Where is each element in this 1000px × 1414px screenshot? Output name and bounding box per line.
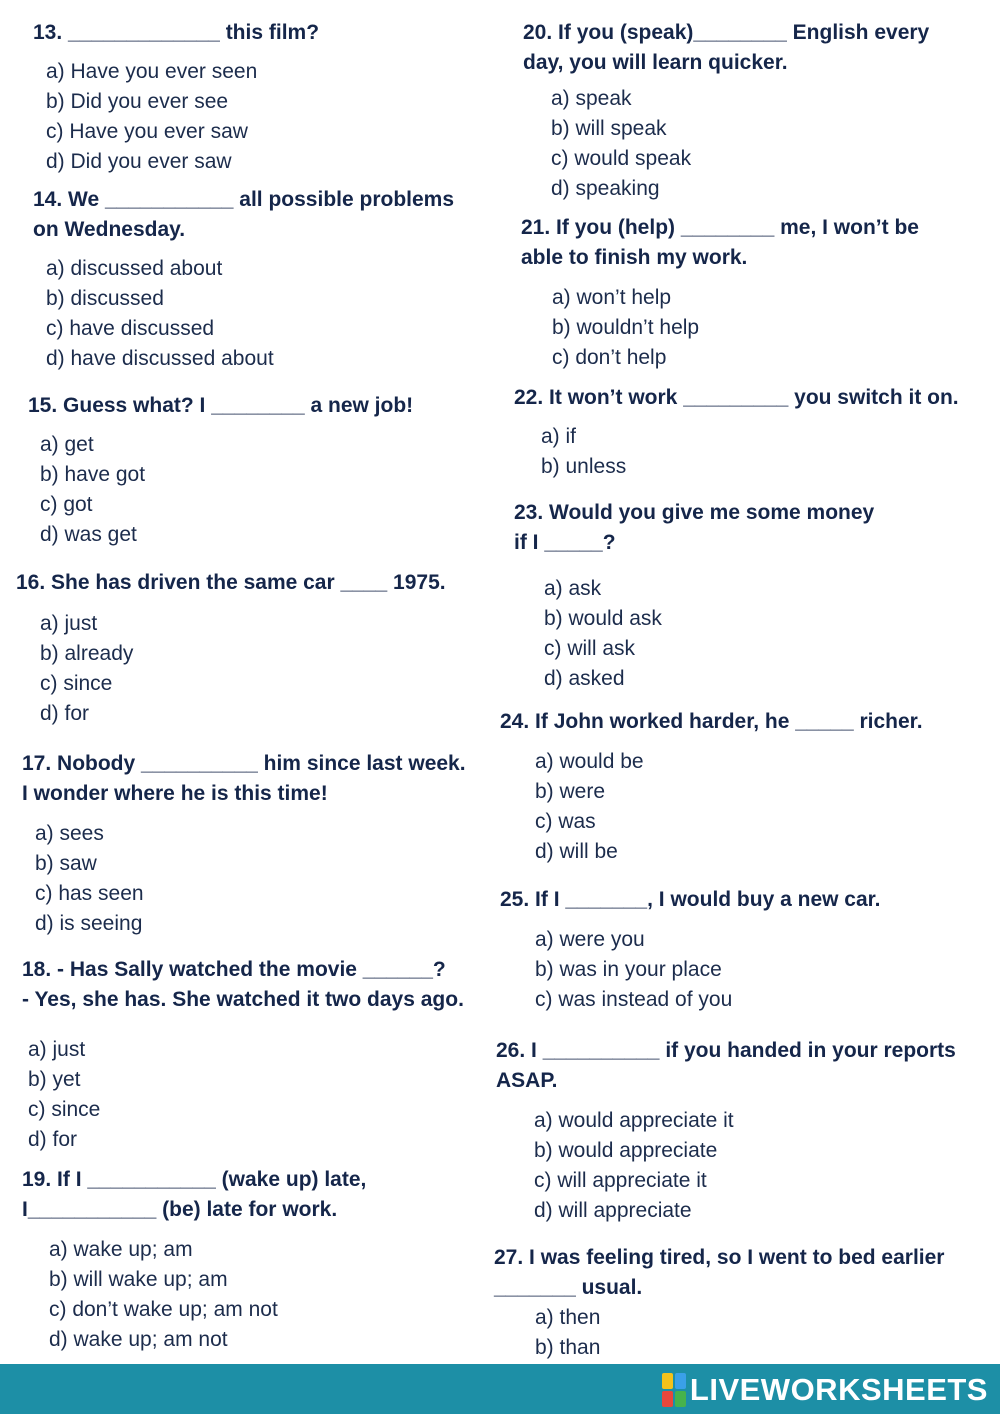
option-a[interactable]: a) speak: [551, 87, 632, 110]
option-b[interactable]: b) will wake up; am: [49, 1268, 228, 1291]
question-text: 27. I was feeling tired, so I went to bed earlier _______ usual.: [494, 1246, 945, 1299]
option-c[interactable]: c) don’t help: [552, 346, 667, 369]
option-b[interactable]: b) were: [535, 780, 606, 803]
option-c[interactable]: c) since: [40, 672, 113, 695]
question-text: 22. It won’t work _________ you switch it on.: [514, 386, 959, 409]
option-a[interactable]: a) wake up; am: [49, 1238, 193, 1261]
question-text: 21. If you (help) ________ me, I won’t be able to finish my work.: [521, 216, 919, 269]
option-a[interactable]: a) just: [40, 612, 98, 635]
option-c[interactable]: c) was instead of you: [535, 988, 733, 1011]
logo-cell-v: [662, 1391, 673, 1407]
option-a[interactable]: a) ask: [544, 577, 602, 600]
option-b[interactable]: b) unless: [541, 455, 627, 478]
question-text: 23. Would you give me some money if I _____?: [514, 501, 875, 554]
option-d[interactable]: d) is seeing: [35, 912, 143, 935]
option-b[interactable]: b) discussed: [46, 287, 164, 310]
option-b[interactable]: b) yet: [28, 1068, 81, 1091]
option-d[interactable]: d) was get: [40, 523, 137, 546]
question-text: 20. If you (speak)________ English every day, you will learn quicker.: [523, 21, 930, 74]
question-text: 15. Guess what? I ________ a new job!: [28, 394, 414, 417]
option-b[interactable]: b) would appreciate: [534, 1139, 718, 1162]
option-c[interactable]: c) would speak: [551, 147, 692, 170]
option-d[interactable]: d) Did you ever saw: [46, 150, 232, 173]
option-d[interactable]: d) for: [28, 1128, 78, 1151]
option-a[interactable]: a) then: [535, 1306, 601, 1329]
option-c[interactable]: c) has seen: [35, 882, 144, 905]
question-text: 24. If John worked harder, he _____ richer.: [500, 710, 923, 733]
option-a[interactable]: a) would be: [535, 750, 644, 773]
question-text: 16. She has driven the same car ____ 1975.: [16, 571, 446, 594]
option-c[interactable]: c) Have you ever saw: [46, 120, 248, 143]
option-b[interactable]: b) have got: [40, 463, 146, 486]
option-c[interactable]: c) since: [28, 1098, 101, 1121]
option-b[interactable]: b) than: [535, 1336, 601, 1359]
question-text: 19. If I ___________ (wake up) late, I___________ (be) late for work.: [22, 1168, 367, 1221]
option-b[interactable]: b) will speak: [551, 117, 667, 140]
option-a[interactable]: a) won’t help: [552, 286, 672, 309]
option-d[interactable]: d) asked: [544, 667, 625, 690]
option-a[interactable]: a) would appreciate it: [534, 1109, 734, 1132]
brand-link[interactable]: [662, 1372, 988, 1408]
option-b[interactable]: b) Did you ever see: [46, 90, 229, 113]
option-d[interactable]: d) for: [40, 702, 90, 725]
question-text: 18. - Has Sally watched the movie ______? - Yes, she has. She watched it two days ago.: [22, 958, 464, 1011]
option-a[interactable]: a) were you: [535, 928, 645, 951]
option-b[interactable]: b) was in your place: [535, 958, 722, 981]
logo-cell-e: [675, 1391, 686, 1407]
option-a[interactable]: a) Have you ever seen: [46, 60, 258, 83]
option-a[interactable]: a) discussed about: [46, 257, 223, 280]
option-c[interactable]: c) don’t wake up; am not: [49, 1298, 278, 1321]
option-b[interactable]: b) already: [40, 642, 134, 665]
option-d[interactable]: d) wake up; am not: [49, 1328, 228, 1351]
question-text: 17. Nobody __________ him since last week. I wonder where he is this time!: [22, 752, 466, 805]
brand-name: LIVEWORKSHEETS: [689, 1372, 988, 1407]
option-d[interactable]: d) have discussed about: [46, 347, 274, 370]
option-a[interactable]: a) get: [40, 433, 94, 456]
option-a[interactable]: a) sees: [35, 822, 104, 845]
option-c[interactable]: c) got: [40, 493, 93, 516]
option-c[interactable]: c) will ask: [544, 637, 636, 660]
question-text: 14. We ___________ all possible problems on Wednesday.: [33, 188, 455, 241]
option-b[interactable]: b) would ask: [544, 607, 662, 630]
option-d[interactable]: d) speaking: [551, 177, 660, 200]
liveworksheets-logo-icon: [662, 1373, 686, 1407]
logo-cell-i: [675, 1373, 686, 1389]
footer-bar: [0, 1364, 1000, 1414]
option-c[interactable]: c) will appreciate it: [534, 1169, 707, 1192]
option-b[interactable]: b) wouldn’t help: [552, 316, 700, 339]
option-a[interactable]: a) just: [28, 1038, 86, 1061]
logo-cell-l: [662, 1373, 673, 1389]
question-text: 13. _____________ this film?: [33, 21, 320, 44]
question-text: 25. If I _______, I would buy a new car.: [500, 888, 881, 911]
option-c[interactable]: c) have discussed: [46, 317, 215, 340]
option-a[interactable]: a) if: [541, 425, 577, 448]
option-b[interactable]: b) saw: [35, 852, 97, 875]
question-text: 26. I __________ if you handed in your reports ASAP.: [496, 1039, 956, 1092]
option-d[interactable]: d) will appreciate: [534, 1199, 692, 1222]
option-c[interactable]: c) was: [535, 810, 596, 833]
option-d[interactable]: d) will be: [535, 840, 618, 863]
